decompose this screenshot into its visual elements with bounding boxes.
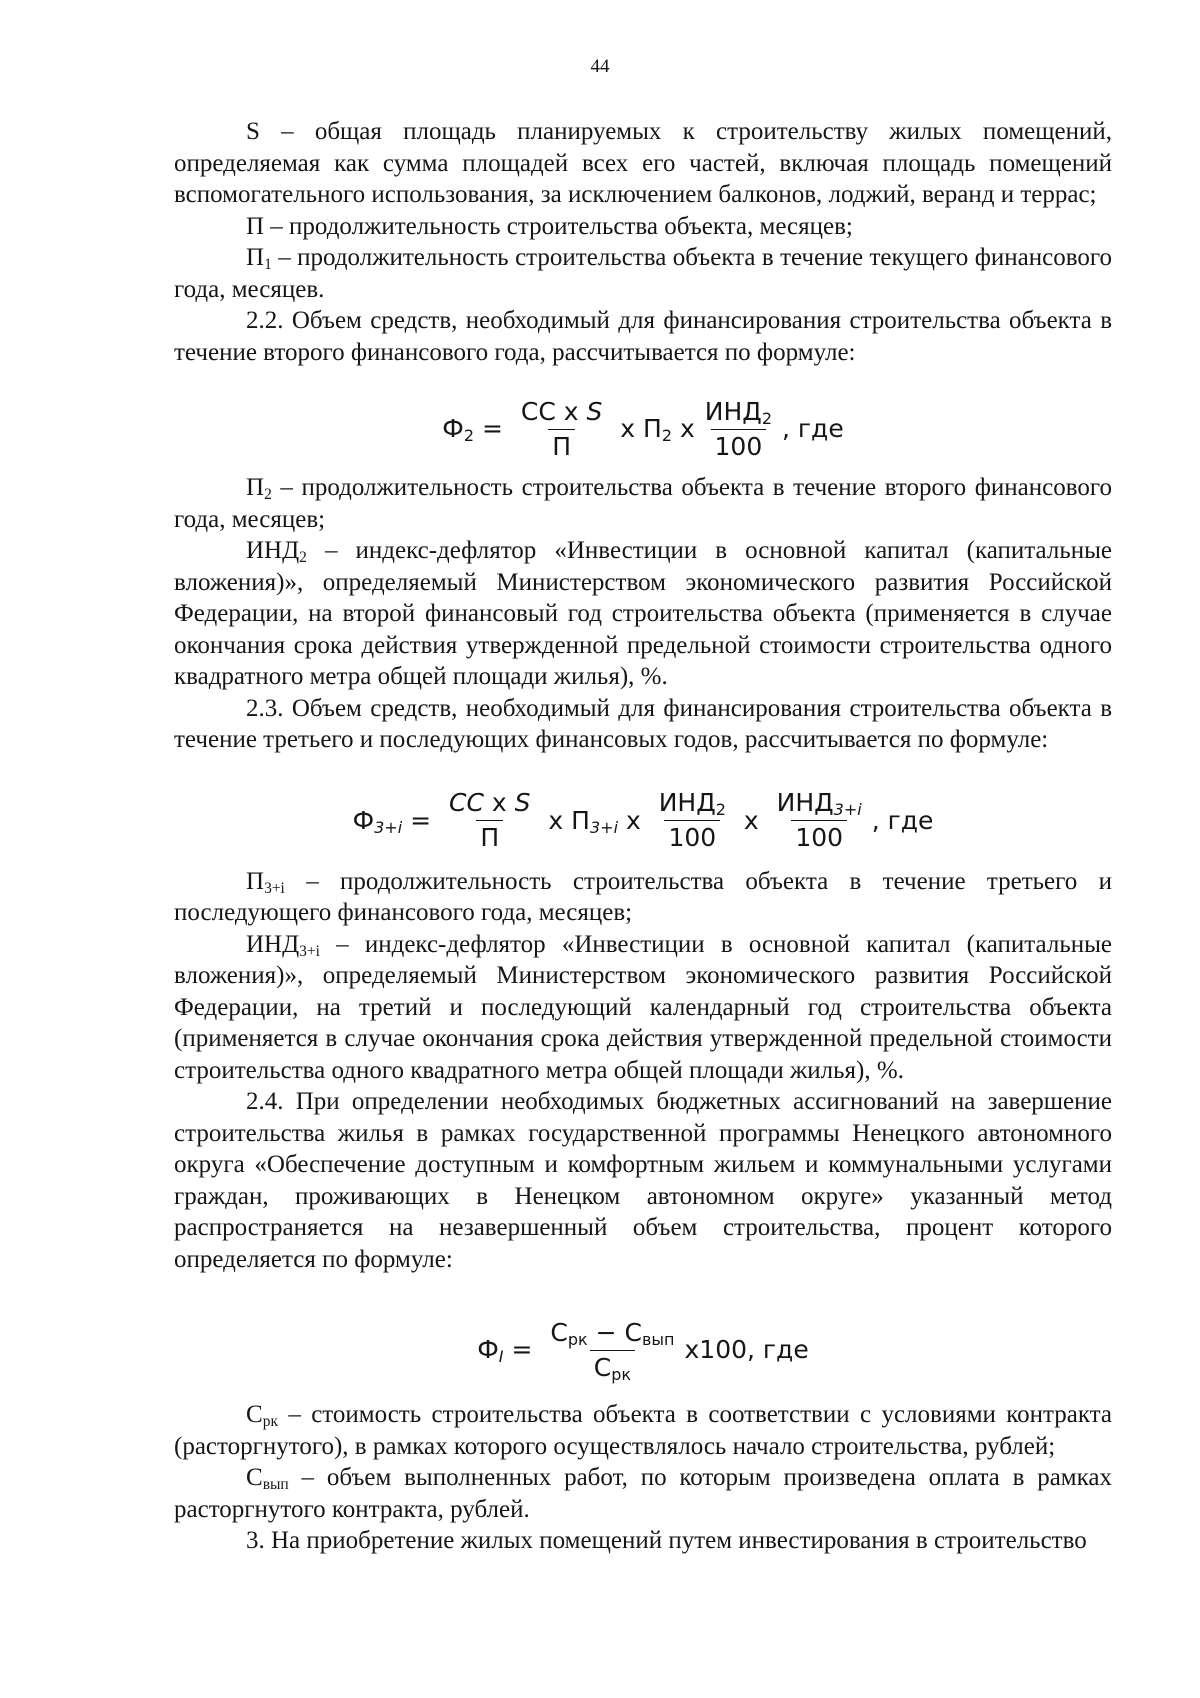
fraction-crk-minus-cvyp-over-crk (546, 1318, 678, 1383)
document-body (174, 116, 1112, 1557)
numerator: $ИНД_2$ (658, 788, 726, 819)
denominator: П (548, 429, 575, 462)
symbol-subscript: 1 (264, 255, 272, 273)
fraction-cc-s-over-p (445, 788, 535, 853)
numerator: $С_{рк} - С_{вып}$ (550, 1317, 675, 1349)
paragraph-2-3: 2.3. Объем средств, необходимый для финансирования строительства объекта в течение третьего и последующих финансовых годов, рассчитывается по формуле: (174, 694, 1112, 753)
formula-multiplier: x $П_{3+i}$ x (540, 805, 649, 837)
formula-lhs: $Ф_2$ (442, 414, 475, 446)
denominator: П (476, 820, 503, 853)
paragraph-p2-definition: $П_2$ – продолжительность строительства объекта в течение второго финансового года, месяцев; (174, 474, 1112, 533)
numerator: $ИНД_2$ (704, 396, 772, 428)
formula-f2 (174, 386, 1112, 472)
numerator: CC x S (448, 788, 531, 817)
numerator: $ИНД_{3+i}$ (776, 788, 862, 819)
numerator: СС x S (520, 396, 603, 426)
formula-multiplier-2: x (735, 805, 767, 835)
denominator: 100 (664, 820, 720, 853)
fraction-ind2-over-100 (655, 788, 730, 853)
paragraph-p1-definition (174, 242, 1112, 305)
formula-lhs: $Ф_{3+i}$ (352, 805, 403, 837)
formula-f3i (174, 776, 1112, 866)
paragraph-s-definition: S – общая площадь планируемых к строительству жилых помещений, определяемая как сумма площадей всех его частей, включая площадь помещений вспомогательного использования, за исключением балконов, лоджий, веранд и террас; (174, 118, 1112, 208)
denominator: 100 (791, 820, 847, 853)
denominator: $С_{рк}$ (590, 1350, 635, 1383)
formula-tail: , где (782, 414, 844, 444)
formula-equals: = (503, 1335, 541, 1365)
paragraph-crk-definition: $С_{рк}$ – стоимость строительства объекта в соответствии с условиями контракта (расторгнутого), в рамках которого осуществлялось начало строительства, рублей; (174, 1401, 1112, 1460)
paragraph-ind3i-definition: $ИНД_{3+i}$ – индекс-дефлятор «Инвестиции в основной капитал (капитальные вложения)», определяемый Министерством экономического развития Российской Федерации, на третий и последующий календарный год строительства объекта (применяется в случае окончания срока действия утвержденной предельной стоимости строительства одного квадратного метра общей площади жилья), %. (174, 930, 1112, 1084)
fraction-ind3i-over-100 (773, 788, 866, 853)
paragraph-cvyp-definition: $С_{вып}$ – объем выполненных работ, по которым произведена оплата в рамках расторгнутого контракта, рублей. (174, 1464, 1112, 1523)
paragraph-p-definition: П – продолжительность строительства объекта, месяцев; (246, 212, 853, 240)
page-number: 44 (590, 56, 610, 77)
formula-multiplier: x $П_2$ x (612, 414, 695, 446)
formula-lhs: $Ф_I$ (477, 1335, 504, 1367)
paragraph-p3i-definition: $П_{3+i}$ – продолжительность строительства объекта в течение третьего и последующего финансового года, месяцев; (174, 867, 1112, 926)
fraction-cc-s-over-p (517, 397, 606, 462)
denominator: 100 (711, 429, 767, 462)
formula-tail: x100, где (684, 1335, 809, 1365)
symbol: П (246, 244, 265, 271)
paragraph-ind2-definition: $ИНД_2$ – индекс-дефлятор «Инвестиции в основной капитал (капитальные вложения)», определяемый Министерством экономического развития Российской Федерации, на второй финансовый год строительства объекта (применяется в случае окончания срока действия утвержденной предельной стоимости строительства одного квадратного метра общей площади жилья), %. (174, 537, 1112, 690)
formula-equals: = (402, 805, 439, 835)
paragraph-2-2: 2.2. Объем средств, необходимый для финансирования строительства объекта в течение второго финансового года, рассчитывается по формуле: (174, 307, 1112, 366)
fraction-ind2-over-100 (701, 397, 776, 462)
formula-tail: , где (871, 805, 934, 835)
definition-text: – продолжительность строительства объекта в течение текущего финансового года, месяцев. (174, 244, 1112, 303)
paragraph-2-4: 2.4. При определении необходимых бюджетных ассигнований на завершение строительства жилья в рамках государственной программы Ненецкого автономного округа «Обеспечение доступным и комфортным жильем и коммунальными услугами граждан, проживающих в Ненецком автономном округе» указанный метод распространяется на незавершенный объем строительства, процент которого определяется по формуле: (174, 1088, 1112, 1273)
formula-equals: = (474, 414, 511, 444)
formula-fi (174, 1301, 1112, 1399)
paragraph-3: 3. На приобретение жилых помещений путем инвестирования в строительство (246, 1527, 1087, 1554)
